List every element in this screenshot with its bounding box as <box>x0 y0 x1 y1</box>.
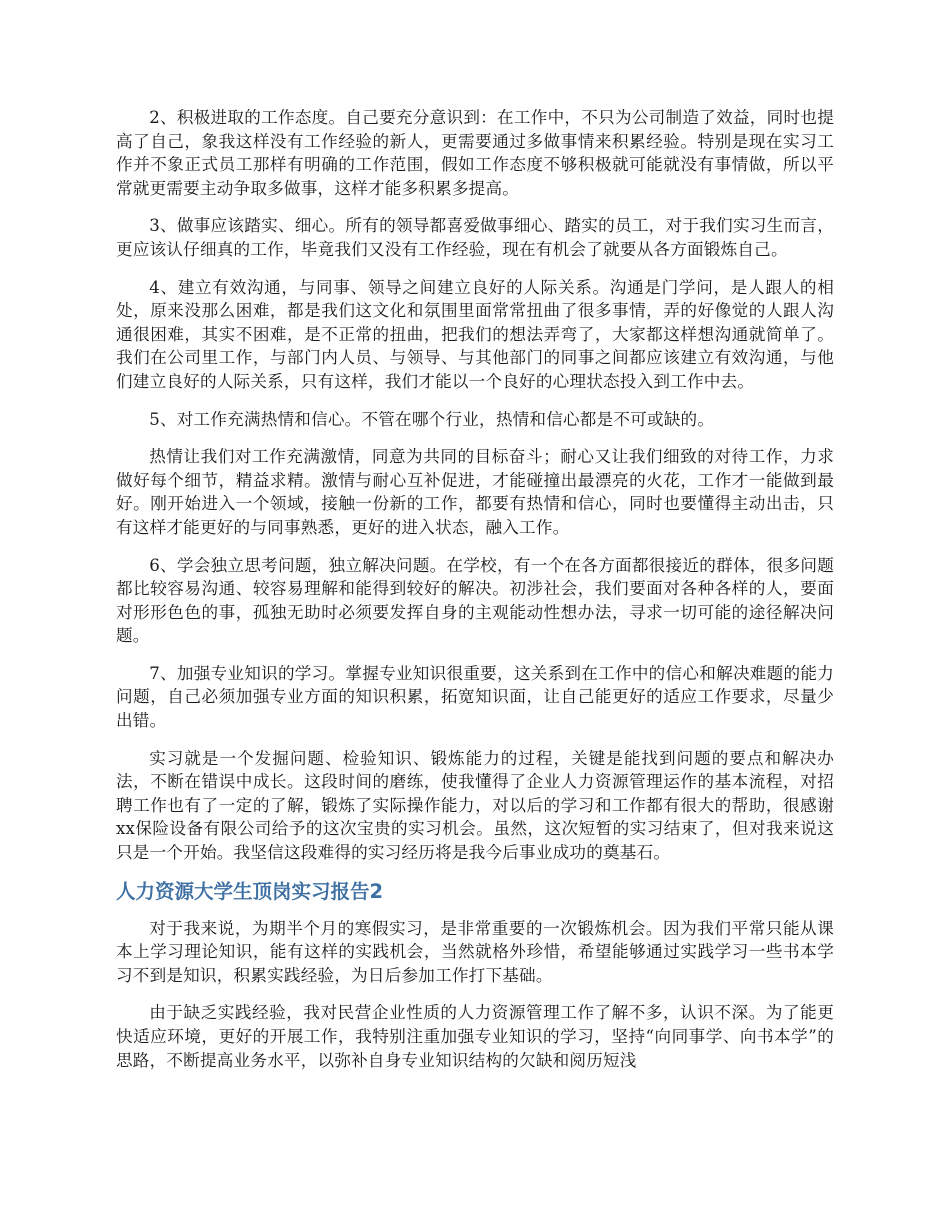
paragraph-lack-of-experience: 由于缺乏实践经验，我对民营企业性质的人力资源管理工作了解不多，认识不深。为了能更快适应环境，更好的开展工作，我特别注重加强专业知识的学习，坚持“向同事学、向书本学”的思路，不断提高业务水平，以弥补自身专业知识结构的欠缺和阅历短浅 <box>116 1003 834 1070</box>
paragraph-3-diligence: 3、做事应该踏实、细心。所有的领导都喜爱做事细心、踏实的员工，对于我们实习生而言，更应该认仔细真的工作，毕竟我们又没有工作经验，现在有机会了就要从各方面锻炼自己。 <box>116 216 834 259</box>
paragraph-7-professional-knowledge: 7、加强专业知识的学习。掌握专业知识很重要，这关系到在工作中的信心和解决难题的能力问题，自己必须加强专业方面的知识积累，拓宽知识面，让自己能更好的适应工作要求，尽量少出错。 <box>116 663 834 731</box>
paragraph-enthusiasm-detail: 热情让我们对工作充满激情，同意为共同的目标奋斗；耐心又让我们细致的对待工作，力求做好每个细节，精益求精。激情与耐心互补促进，才能碰撞出最漂亮的火花，工作才一能做到最好。刚开始进入一个领域，接触一份新的工作，都要有热情和信心，同时也要懂得主动出击，只有这样才能更好的与同事熟悉，更好的进入状态，融入工作。 <box>116 447 834 537</box>
paragraph-5-enthusiasm: 5、对工作充满热情和信心。不管在哪个行业，热情和信心都是不可或缺的。 <box>149 409 715 429</box>
paragraph-6-independent-thinking: 6、学会独立思考问题，独立解决问题。在学校，有一个在各方面都很接近的群体，很多问题都比较容易沟通、较容易理解和能得到较好的解决。初涉社会，我们要面对各种各样的人，要面对形形色色的事，孤独无助时必须要发挥自身的主观能动性想办法，寻求一切可能的途径解决问题。 <box>116 555 834 646</box>
paragraph-4-communication: 4、建立有效沟通，与同事、领导之间建立良好的人际关系。沟通是门学问，是人跟人的相处，原来没那么困难，都是我们这文化和氛围里面常常扭曲了很多事情，弄的好像觉的人跟人沟通很困难，其实不困难，是不正常的扭曲，把我们的想法弄弯了，大家都这样想沟通就简单了。我们在公司里工作，与部门内人员、与领导、与其他部门的同事之间都应该建立有效沟通，与他们建立良好的人际关系，只有这样，我们才能以一个良好的心理状态投入到工作中去。 <box>116 277 834 391</box>
paragraph-2-work-attitude: 2、积极进取的工作态度。自己要充分意识到：在工作中，不只为公司制造了效益，同时也提高了自己，象我这样没有工作经验的新人，更需要通过多做事情来积累经验。特别是现在实习工作并不象正式员工那样有明确的工作范围，假如工作态度不够积极就可能就没有事情做，所以平常就更需要主动争取多做事，这样才能多积累多提高。 <box>116 108 834 198</box>
paragraph-conclusion: 实习就是一个发掘问题、检验知识、锻炼能力的过程，关键是能找到问题的要点和解决办法，不断在错误中成长。这段时间的磨练，使我懂得了企业人力资源管理运作的基本流程，对招聘工作也有了一定的了解，锻炼了实际操作能力，对以后的学习和工作都有很大的帮助，很感谢xx保险设备有限公司给予的这次宝贵的实习机会。虽然，这次短暂的实习结束了，但对我来说这只是一个开始。我坚信这段难得的实习经历将是我今后事业成功的奠基石。 <box>116 748 834 863</box>
document-page <box>116 106 834 1086</box>
section-heading: 人力资源大学生顶岗实习报告2 <box>116 879 384 903</box>
paragraph-winter-internship: 对于我来说，为期半个月的寒假实习，是非常重要的一次锻炼机会。因为我们平常只能从课本上学习理论知识，能有这样的实践机会，当然就格外珍惜，希望能够通过实践学习一些书本学习不到是知识，积累实践经验，为日后参加工作打下基础。 <box>116 918 834 985</box>
